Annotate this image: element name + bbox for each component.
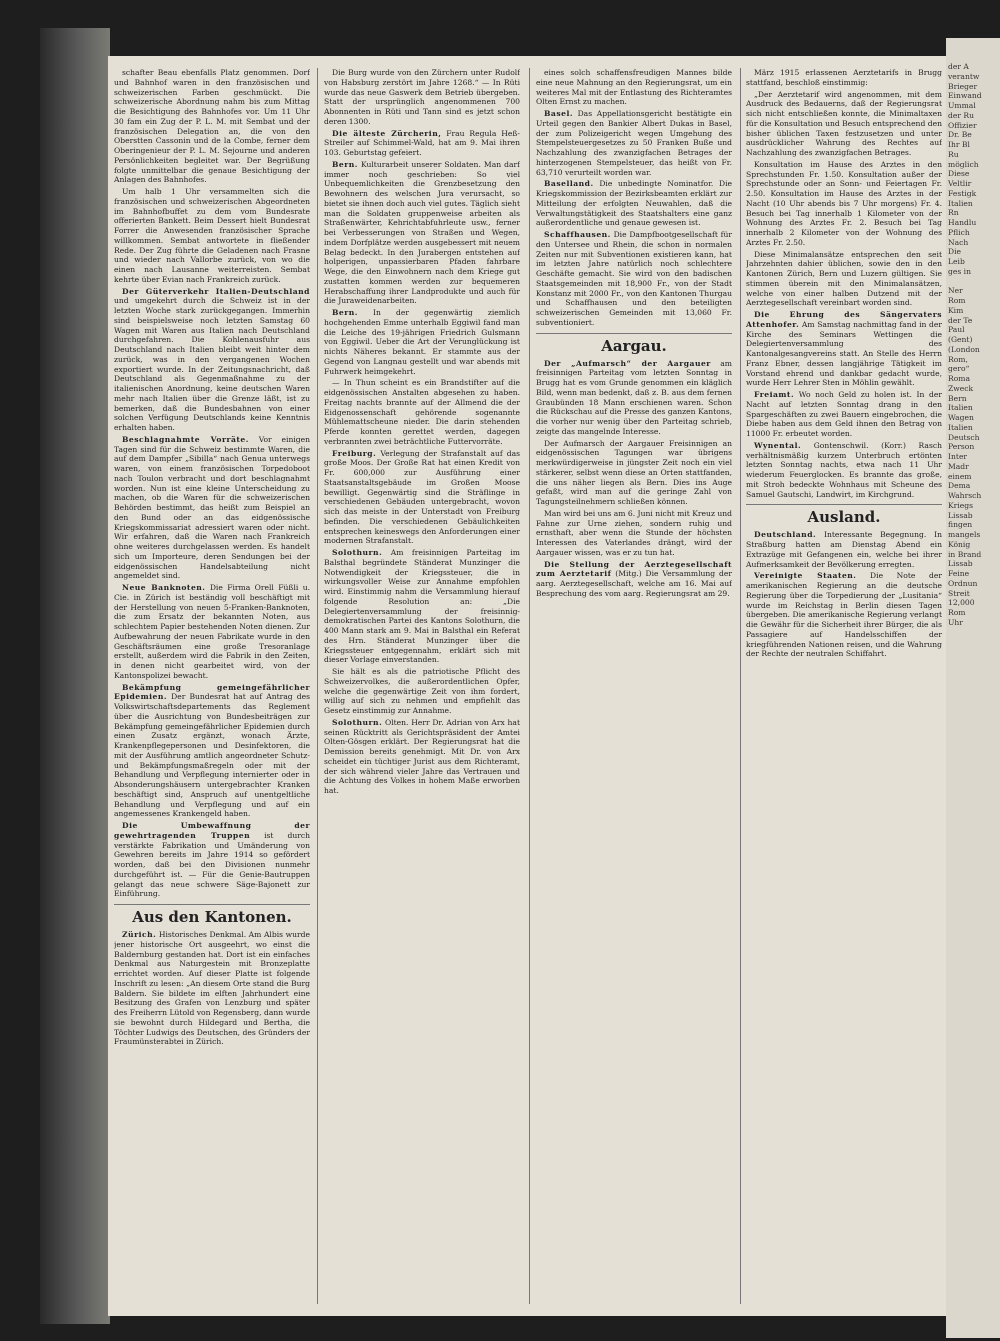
edge-line: Paul [948,325,965,335]
article-paragraph [114,187,310,285]
edge-line: Rom, [948,354,968,364]
edge-line: Madr [948,461,969,471]
article-text: Kulturarbeit unserer Soldaten. Man darf immer noch geschrieben: So viel Unbequemlichkeiten die Grenzbesetzung den Bewohnern des welschen Jura verursacht, so bietet sie ihnen doch auch viel gutes. Täglich sieht man die Soldaten gruppenweise arbeiten als Straßenwärter, Kehrichtabfuhrleute usw., ferner bei Verbesserungen von Straßen und Wegen, indem Dorfplätze werden ausgebessert mit neuem Belag bedeckt. In den Jurabergen entstehen auf holperigen, unpassierbaren Pfaden fahrbare Wege, die den Einwohnern nach dem Kriege gut zustatten kommen werden zur bequemeren Herabschaffung ihrer Landprodukte und auch für die Juraweidenarbeiten. [324,159,520,306]
edge-line: Leib [948,257,965,266]
article-paragraph [746,390,942,439]
edge-line: 12,000 [948,598,975,608]
article-lead: Schaffhausen. [544,230,611,239]
section-heading: Ausland. [746,504,942,526]
edge-line: Wagen [948,413,974,422]
article-text: Die Dampfbootgesellschaft für den Untersee und Rhein, die schon in normalen Zeiten nur mit Subventionen existieren kann, hat im letzten Jahre natürlich noch schlechtere Geschäfte gemacht. Sie wird von den badischen Staatsgemeinden mit 18,900 Fr., von der Stadt Konstanz mit 2000 Fr., von den Kantonen Thurgau und Schaffhausen und den beteiligten schweizerischen Gemeinden mit 13,060 Fr. subventioniert. [536,230,732,327]
column-rule [740,68,741,1304]
article-paragraph [114,435,310,581]
article-text: eines solch schaffensfreudigen Mannes bilde eine neue Mahnung an den Regierungsrat, um ein weiteres Mal mit der Entlastung des Richteramtes Olten Ernst zu machen. [536,68,732,107]
article-text: „Der Aerztetarif wird angenommen, mit dem Ausdruck des Bedauerns, daß der Regierungsrat sich nicht entschließen konnte, die Minimaltaxen für die Konsultation und Besuch entsprechend den bisher üblichen Taxen festzusetzen und unter ausdrücklicher Wahrung des Rechtes auf Nachzahlung des zwanzigfachen Betrages. [746,89,942,157]
newspaper-page [108,56,956,1316]
section-heading: Aus den Kantonen. [114,904,310,926]
article-text: Am freisinnigen Parteitag im Balsthal begründete Ständerat Munzinger die Notwendigkeit der Kriegssteuer, die in wirkungsvoller Weise zur Annahme empfohlen wird. Einstimmig nahm die Versammlung hierauf folgende Resolution an: „Die Delegiertenversammlung der freisinnig-demokratischen Partei des Kantons Solothurn, die 400 Mann stark am 9. Mai in Balsthal ein Referat des Hrn. Ständerat Munzinger über die Kriegssteuer entgegennahm, erklärt sich mit dieser Vorlage einverstanden. [324,548,520,665]
article-paragraph [324,160,520,306]
article-text: Olten. Herr Dr. Adrian von Arx hat seinen Rücktritt als Gerichtspräsident der Amtei Olten-Gösgen erklärt. Der Regierungsrat hat die Demission bereits genehmigt. Mit Dr. von Arx scheidet ein tüchtiger Jurist aus dem Richteramt, der sich während vieler Jahre das Vertrauen und die Achtung des Volkes in hohem Maße erworben hat. [324,717,520,795]
article-paragraph [324,548,520,665]
article-text: Das Appellationsgericht bestätigte ein Urteil gegen den Bankier Albert Dukas in Basel, der zum Polizeigericht wegen Umgehung des Stempelsteuergesetzes zu 50 Franken Buße und Nachzahlung des zwanzigfachen Betrages der hinterzogenen Stempelsteuer, das heißt von Fr. 63,710 verurteilt worden war. [536,109,732,177]
article-paragraph [536,230,732,328]
edge-line: König [948,539,971,549]
edge-line: fingen [948,520,973,530]
edge-line: Feine [948,569,970,578]
article-text: Wo noch Geld zu holen ist. In der Nacht auf letzten Sonntag drang in den Spargeschäften zu zwei Bauern eingebrochen, die Diebe haben aus dem Geld ihnen den Betrag von 11000 Fr. erbeutet worden. [746,390,942,438]
article-paragraph [746,530,942,569]
article-lead: Beschlagnahmte Vorräte. [122,434,249,444]
edge-line: Ihr Bl [948,140,970,149]
edge-line: Italien [948,422,973,432]
article-text: Die Burg wurde von den Zürchern unter Rudolf von Habsburg zerstört im Jahre 1268.“ — In Rüti wurde das neue Gaswerk dem Betrieb übergeben. Statt der ursprünglich angenommenen 700 Abonnenten in Rüti und Tann sind es jetzt schon deren 1300. [324,68,520,126]
article-paragraph [324,68,520,127]
article-text: Interessante Begegnung. In Straßburg hatten am Dienstag Abend ein Extrazüge mit Gefangenen ein, welche bei ihrer Aufmerksamkeit der Bevölkerung erregten. [746,530,942,569]
article-lead: Die Ehrung des Sängervaters Attenhofer. [746,310,942,329]
article-lead: Der „Aufmarsch“ der Aargauer [544,358,711,368]
article-paragraph [746,441,942,500]
article-text: Man wird bei uns am 6. Juni nicht mit Kreuz und Fahne zur Urne ziehen, sondern ruhig und ernsthaft, aber wenn die Stunde der höchsten Interessen des Vaterlandes drängt, wird der Aargauer wissen, was er zu tun hat. [536,508,732,557]
edge-line: Dr. Be [948,130,972,140]
article-lead: Wynental. [754,440,802,450]
article-lead: Bern. [332,308,358,317]
section-heading: Aargau. [536,333,732,355]
edge-line: (Gent) [948,335,973,344]
article-lead: Bekämpfung gemeingefährlicher Epidemien. [114,682,310,702]
article-paragraph [536,359,732,437]
edge-line: möglich [948,159,979,169]
edge-line: Ru [948,149,959,159]
column-rule [529,68,530,1304]
article-paragraph [536,439,732,507]
article-lead: Baselland. [544,179,594,189]
edge-line: Handlu [948,218,977,227]
article-lead: Deutschland. [754,530,817,540]
article-text: am freisinnigen Parteitag vom letzten Sonntag in Brugg hat es vom Grunde genommen ein kläglich Bild, wenn man bedenkt, daß z. B. aus dem fernen Graubünden 18 Mann erschienen waren. Schon die Rückschau auf die Presse des ganzen Kantons, die vorher nur wenig über den Parteitag schrieb, zeigte das mangelnde Interesse. [536,358,732,436]
article-lead: Bern. [332,159,358,169]
article-lead: Neue Banknoten. [122,583,206,592]
edge-line: verantw [948,71,980,81]
article-paragraph [114,583,310,681]
edge-line: gero“ [948,364,970,374]
column-4 [746,68,942,1308]
article-paragraph [114,821,310,899]
book-binding [40,28,110,1324]
article-paragraph [324,449,520,547]
edge-line: der A [948,62,969,71]
edge-line: Dema [948,481,971,491]
article-text: Konsultation im Hause des Arztes in den Sprechstunden Fr. 1.50. Konsultation außer der Sprechstunde oder an Sonn- und Feiertagen Fr. 2.50. Konsultation im Hause des Arztes in der Nacht (10 Uhr abends bis 7 Uhr morgens) Fr. 4. Besuch bei Tag innerhalb 1 Kilometer von der Wohnung des Arztes Fr. 2. Besuch bei Tag innerhalb 2 Kilometer von der Wohnung des Arztes Fr. 2.50. [746,159,942,247]
edge-line: Die [948,247,962,257]
article-lead: Freiburg. [332,448,377,458]
edge-line: ges in [948,266,971,276]
article-text: Sie hält es als die patriotische Pflicht des Schweizervolkes, die außerordentlichen Opfer, welche die gegenwärtige Zeit von ihm fordert, willig auf sich zu nehmen und empfiehlt das Gesetz einstimmig zur Annahme. [324,667,520,715]
article-lead: Die Umbewaffnung der gewehrtragenden Truppen [114,821,310,840]
column-3 [536,68,732,1308]
article-paragraph [536,179,732,228]
edge-line: der Ru [948,110,975,120]
column-1 [114,68,310,1308]
article-lead: Die älteste Zürcherin, [332,128,442,138]
article-text: Die unbedingte Nominatfor. Die Kriegskommission der Bezirksbeamten erklärt zur Mitteilung der erfolgten Neuwahlen, daß die Verwaltungstätigkeit des Staatshalters eine ganz außerordentliche und genaue gewesen ist. [536,179,732,228]
article-paragraph [114,930,310,1047]
article-paragraph [536,509,732,558]
article-lead: Freiamt. [754,390,795,399]
article-text: Diese Minimalansätze entsprechen den seit Jahrzehnten dahier üblichen, sowie den in den Kantonen Zürich, Bern und Luzern gültigen. Sie stimmen überein mit den Minimalansätzen, welche von einer halben Dutzend mit der Aerztegesellschaft vereinbart worden sind. [746,249,942,308]
edge-line: mangels [948,530,981,539]
edge-line: Veltlir [948,179,972,188]
edge-line: Wahrsch [948,491,982,500]
edge-line: Ner [948,286,963,296]
article-paragraph [114,683,310,820]
article-lead: Solothurn. [332,548,383,557]
edge-line: Streit [948,588,970,598]
edge-line: Italien [948,403,973,413]
article-text: — In Thun scheint es ein Brandstifter auf die eidgenössischen Anstalten abgesehen zu haben. Freitag nachts brannte auf der Allmend die der Eidgenossenschaft gehörende sogenannte Mühlemattscheune nieder. Die darin stehenden Pferde konnten gerettet werden, dagegen verbrannten zwei beträchtliche Futtervorräte. [324,378,520,446]
article-paragraph [324,718,520,796]
edge-line: Bern [948,393,967,403]
article-paragraph [324,378,520,446]
edge-line: Person [948,442,975,452]
article-text: Der Bundesrat hat auf Antrag des Volkswirtschaftsdepartements das Reglement über die Ausrichtung von Bundesbeiträgen zur Bekämpfung gemeingefährlicher Epidemien durch einen Zusatz ergänzt, wonach Ärzte, Krankenpflegepersonen und Desinfektoren, die mit der Ausführung amtlich angeordneter Schutz- und Bekämpfungsmaßregeln oder mit der Behandlung und Verpflegung internierter oder in Absonderungshäusern untergebrachter Kranken beschäftigt sind, Anspruch auf unentgeltliche Behandlung und Verpflegung und auf ein angemessenes Krankengeld haben. [114,692,310,819]
article-paragraph [536,560,732,599]
edge-line: Ordnun [948,578,978,588]
article-text: und umgekehrt durch die Schweiz ist in der letzten Woche stark zurückgegangen. Immerhin sind beispielsweise noch letzten Samstag 60 Wagen mit Waren aus Italien nach Deutschland durchgefahren. Die Kohlenausfuhr aus Deutschland nach Italien bleibt weit hinter dem zurück, was in den vergangenen Wochen exportiert wurde. In der Zeitungsnachricht, daß Deutschland als Gegenmaßnahme zu der italienischen Anordnung, keine deutschen Waren mehr nach Italien über die Grenze läßt, ist zu bemerken, daß die Bundesbahnen von einer solchen Verfügung Deutschlands keine Kenntnis erhalten haben. [114,296,310,432]
edge-line: Ummal [948,101,976,110]
edge-line: Rn [948,208,959,218]
article-text: ist durch verstärkte Fabrikation und Umänderung von Gewehren bereits im Jahre 1914 so gefördert worden, daß bei den Divisionen nunmehr durchgeführt ist. — Für die Genie-Bautruppen gelangt das neue schwere Säge-Bajonett zur Einführung. [114,830,310,899]
article-paragraph [746,250,942,309]
article-text: Die Firma Orell Füßli u. Cie. in Zürich ist beständig voll beschäftigt mit der Herstellung von neuen 5-Franken-Banknoten, die zum Ersatz der bekannten Noten, aus schlechtem Papier bestehenden Noten dienen. Zur Aufbewahrung der neuen Fabrikate wurde in den Geschäftsräumen eine große Tresoranlage erstellt, außerdem wird die Fabrik in den Zeiten, in denen nicht gearbeitet wird, von der Kantonspolizei bewacht. [114,583,310,680]
edge-line [948,277,1000,287]
article-text: Vor einigen Tagen sind für die Schweiz bestimmte Waren, die auf dem Dampfer „Sibilla“ nach Genua unterwegs waren, von einem französischen Torpedoboot nach Toulon verbracht und dort beschlagnahmt worden. Nun ist eine kleine Unterscheidung zu machen, ob die Waren für die schweizerischen Behörden bestimmt, das heißt zum Beispiel an den Bund oder an das eidgenössische Kriegskommissariat adressiert waren oder nicht. Wir erfahren, daß die Waren nach Frankreich ohne weiteres durchgelassen werden. Es handelt sich um Importeure, deren Sendungen bei der eidgenössischen Handelsabteilung nicht angemeldet sind. [114,434,310,581]
article-paragraph [114,68,310,185]
edge-line: Offizier [948,120,977,130]
edge-line: Uhr [948,617,963,627]
column-2 [324,68,520,1308]
adjacent-page-edge [946,38,1000,1338]
article-lead: Solothurn. [332,717,383,727]
edge-line: Lissab [948,510,973,520]
article-lead: Vereinigte Staaten. [754,571,857,581]
edge-line: Pflich [948,227,970,237]
adjacent-page-column [948,62,1000,628]
edge-line: Kim [948,305,964,315]
edge-line: Nach [948,237,969,247]
edge-line: Kriegs [948,500,973,510]
article-paragraph [536,68,732,107]
edge-line: einem [948,471,972,481]
article-paragraph [746,310,942,388]
edge-line: Lissab [948,559,973,569]
article-lead: Die Stellung der Aerztegesellschaft zum Aerztetarif [536,559,732,579]
edge-line: Einwand [948,91,982,101]
article-paragraph [324,129,520,158]
edge-line: Rom [948,296,966,305]
article-text: Um halb 1 Uhr versammelten sich die französischen und schweizerischen Abgeordneten im Bahnhofbuffet zu dem vom Bundesrate offerierten Bankett. Beim Dessert hielt Bundesrat Forrer die Anwesenden französischer Sprache willkommen. Sembat antwortete in fließender Rede. Der Zug führte die Geladenen nach Frasne und wieder nach Vallorbe zurück, von wo die einen nach Lausanne weiterreisten. Sembat kehrte über Evian nach Frankreich zurück. [114,187,310,284]
article-text: Frau Regula Heß-Streiler auf Schimmel-Wald, hat am 9. Mai ihren 103. Geburtstag gefeiert. [324,128,520,157]
edge-line: Festigk [948,188,977,198]
article-paragraph [746,160,942,248]
article-paragraph [536,109,732,177]
edge-line: (London [948,344,980,354]
article-text: März 1915 erlassenen Aerztetarifs in Brugg stattfand, beschloß einstimmig: [746,68,942,87]
edge-line: Zweck [948,383,974,393]
edge-line: Italien [948,198,973,208]
article-paragraph [324,667,520,716]
edge-line: Rom [948,608,966,617]
article-text: Historisches Denkmal. Am Albis wurde jener historische Ort ausgeehrt, wo einst die Baldernburg gestanden hat. Dort ist ein einfaches Denkmal aus Naturgestein mit Bronzeplatte errichtet worden. Auf dieser Platte ist folgende Inschrift zu lesen: „An diesem Orte stand die Burg Baldern. Sie bildete im elften Jahrhundert eine Besitzung des Grafen von Lenzburg und später des Freiherrn Lütold von Regensberg, dann wurde sie bewohnt durch Hildegard und Bertha, die Töchter Ludwigs des Deutschen, des Gründers der Fraumünsterabtei in Zürich. [114,930,310,1047]
article-text: (Mitg.) Die Versammlung der aarg. Aerztegesellschaft, welche am 16. Mai auf Besprechung des vom aarg. Regierungsrat am 29. [536,569,732,598]
edge-line: Deutsch [948,432,980,442]
article-text: Verlegung der Strafanstalt auf das große Moos. Der Große Rat hat einen Kredit von Fr. 600,000 zur Ausführung einer Staatsanstaltsgebäude im Großen Moose bewilligt. Gegenwärtig sind die Sträflinge in verschiedenen Gebäuden untergebracht, wovon sich das meiste in der Unterstadt von Freiburg befinden. Die verschiedenen Gebäulichkeiten entsprechen keineswegs den Anforderungen einer modernen Strafanstalt. [324,448,520,546]
article-paragraph [746,90,942,158]
article-lead: Zürich. [122,930,157,939]
edge-line: Inter [948,452,968,461]
edge-line: Roma [948,374,971,383]
edge-line: der Te [948,315,973,325]
column-rule [317,68,318,1304]
article-lead: Der Güterverkehr Italien-Deutschland [122,286,310,296]
article-text: Am Samstag nachmittag fand in der Kirche des Seminars Wettingen die Delegiertenversammlung des Kantonalgesangvereins statt. An Stelle des Herrn Franz Ebner, dessen langjährige Tätigkeit im Vorstand ehrend und dankbar gedacht wurde, wurde Herr Lehrer Sten in Möhlin gewählt. [746,319,942,388]
edge-line: in Brand [948,549,982,559]
edge-line: Diese [948,169,970,179]
article-text: Gontenschwil. (Korr.) Rasch verhältnismäßig kurzem Unterbruch ertönten letzten Sonntag nachts, etwa nach 11 Uhr wiederum Feuerglocken. Es brannte das große, mit Stroh bedeckte Wohnhaus mit Scheune des Samuel Gautschi, Landwirt, im Kirchgrund. [746,440,942,499]
article-paragraph [114,287,310,433]
article-paragraph [324,308,520,376]
article-paragraph [746,571,942,659]
article-text: Die Note der amerikanischen Regierung an die deutsche Regierung über die Torpedierung der „Lusitania“ wurde im Reichstag in Berlin diesen Tagen übergeben. Die amerikanische Regierung verlangt die Gewähr für die Sicherheit ihrer Bürger, die als Passagiere auf Handelsschiffen der kriegführenden Nationen reisen, und die Wahrung der Rechte der neutralen Schiffahrt. [746,571,942,659]
article-text: Der Aufmarsch der Aargauer Freisinnigen an eidgenössischen Tagungen war übrigens merkwürdigerweise in jüngster Zeit noch ein viel stärkerer, selbst wenn diese an Orten stattfanden, die uns näher liegen als Bern. Dies ins Auge gefaßt, wird man auf die geringe Zahl von Tagungsteilnehmern schließen können. [536,438,732,506]
article-lead: Basel. [544,109,573,118]
article-text: In der gegenwärtig ziemlich hochgehenden Emme unterhalb Eggiwil fand man die Leiche des 19-jährigen Friedrich Gulsmann von Eggiwil. Ueber die Art der Verunglückung ist nichts Näheres bekannt. Er stammte aus der Gegend von Langnau gestellt und war abends mit Fuhrwerk heimgekehrt. [324,308,520,376]
article-text: schafter Beau ebenfalls Platz genommen. Dorf und Bahnhof waren in den französischen und schweizerischen Farben geschmückt. Die schweizerische Abordnung nahm bis zum Mittag die Besichtigung des Bahnhofes vor. Um 11 Uhr 30 fam ein Zug der P. L. M. mit Sembat und der französischen Delegation an, die von den Oberstten Cassonin und de la Combe, ferner dem Oberingenieur der P. L. M. Sejourne und anderen Persönlichkeiten begleitet war. Der Begrüßung folgte unmittelbar die genaue Besichtigung der Anlagen des Bahnhofes. [114,68,310,185]
article-paragraph [746,68,942,88]
edge-line: Brieger [948,81,978,91]
